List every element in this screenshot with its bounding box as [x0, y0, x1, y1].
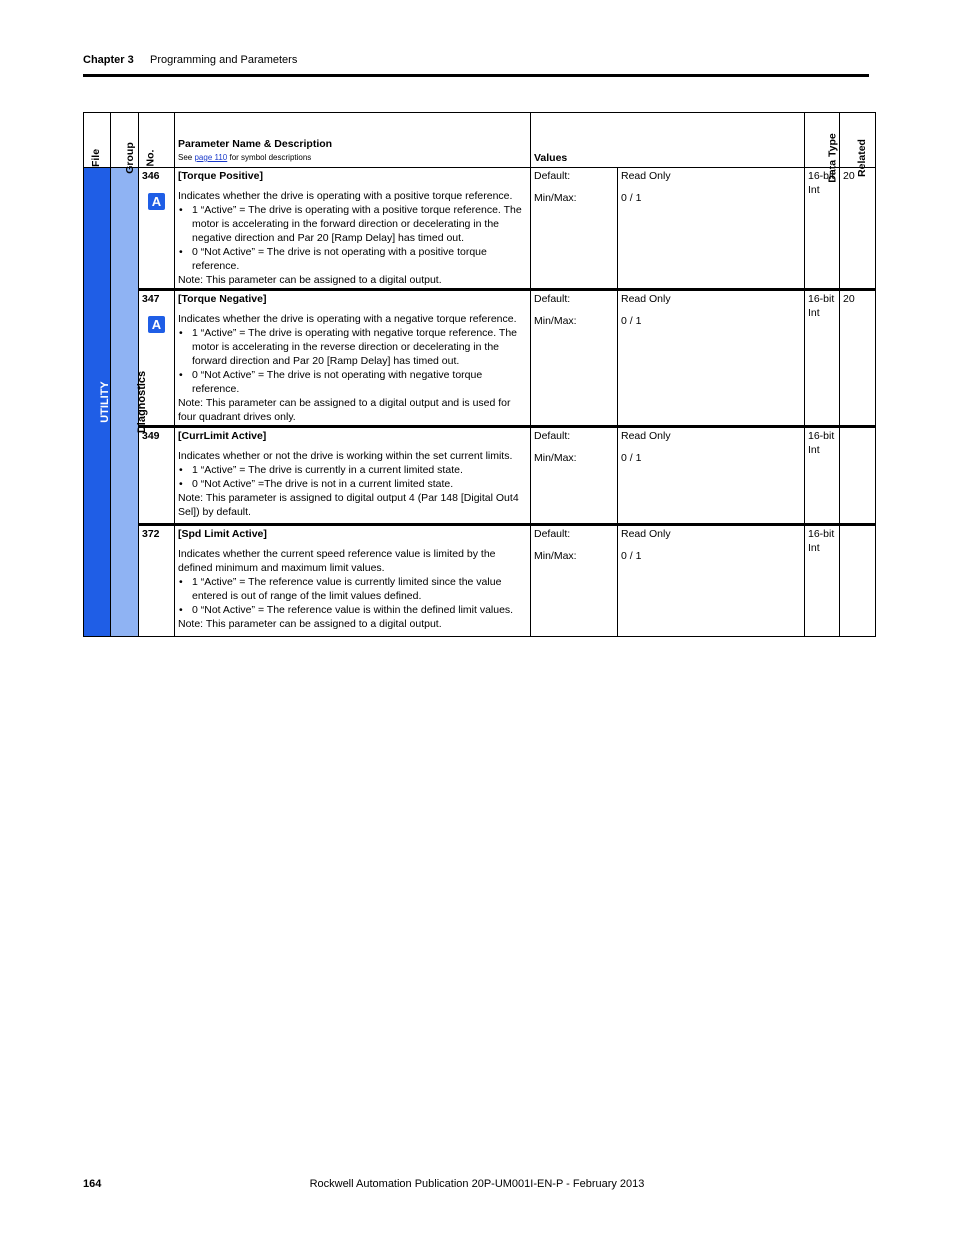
col-related: Related	[840, 113, 876, 168]
header-rule	[83, 74, 869, 77]
value-labels-cell: Default: Min/Max:	[531, 525, 618, 637]
running-header	[83, 54, 298, 66]
value-values-cell: Read Only 0 / 1	[618, 168, 805, 290]
value-labels-cell: Default: Min/Max:	[531, 427, 618, 525]
related-cell: 20	[840, 168, 876, 290]
data-type-cell: 16-bit Int	[805, 525, 840, 637]
param-name: [Spd Limit Active]	[178, 528, 267, 540]
data-type-cell: 16-bit Int	[805, 427, 840, 525]
param-desc-cell: [Spd Limit Active] Indicates whether the current speed reference value is limited by the defined minimum and maximum limit values. • 1 “Active” = The reference value is currently limited since the value entered is out of range of the limit values defined. • 0 “Not Active” = The reference value is within the defined limit values. Note: This parameter can be assigned to a digital output.	[175, 525, 531, 637]
param-name: [CurrLimit Active]	[178, 430, 267, 442]
col-name	[175, 113, 531, 168]
param-number-cell: 372	[139, 525, 175, 637]
advanced-icon: A	[148, 316, 165, 333]
col-no: No.	[139, 113, 175, 168]
value-values-cell: Read Only 0 / 1	[618, 427, 805, 525]
param-desc-cell: [Torque Negative] Indicates whether the drive is operating with a negative torque reference. • 1 “Active” = The drive is operating with negative torque reference. The motor is accelerating in the reverse direction or decelerating in the forward direction and Par 20 [Ramp Delay] has timed out. • 0 “Not Active” = The drive is not operating with negative torque reference. Note: This parameter can be assigned to a digital output and is used for four quadrant drives only.	[175, 290, 531, 427]
symbol-note: See page 110 for symbol descriptions	[178, 153, 312, 162]
publication-footer: Rockwell Automation Publication 20P-UM001I-EN-P - February 2013	[309, 1178, 645, 1190]
chapter-label: Chapter 3	[83, 54, 134, 66]
col-name-title: Parameter Name & Description	[178, 138, 333, 150]
data-type-cell: 16-bit Int	[805, 168, 840, 290]
parameter-table	[83, 112, 876, 637]
related-cell	[840, 525, 876, 637]
value-values-cell: Read Only 0 / 1	[618, 290, 805, 427]
file-cell: UTILITY	[84, 168, 111, 637]
value-values-cell: Read Only 0 / 1	[618, 525, 805, 637]
chapter-title: Programming and Parameters	[150, 54, 298, 66]
table-row	[84, 168, 876, 290]
table-row	[84, 290, 876, 427]
param-name: [Torque Negative]	[178, 293, 267, 305]
page-number: 164	[83, 1178, 102, 1190]
value-labels-cell: Default: Min/Max:	[531, 290, 618, 427]
table-header-row	[84, 113, 876, 168]
param-name: [Torque Positive]	[178, 170, 263, 182]
col-file: File	[84, 113, 111, 168]
table-row	[84, 427, 876, 525]
param-number-cell: 346 A	[139, 168, 175, 290]
param-number-cell: 347 A	[139, 290, 175, 427]
param-desc-cell: [Torque Positive] Indicates whether the drive is operating with a positive torque reference. • 1 “Active” = The drive is operating with a positive torque reference. The motor is accelerating in the forward direction or decelerating in the negative direction and Par 20 [Ramp Delay] has timed out. • 0 “Not Active” = The drive is not operating with a positive torque reference. Note: This parameter can be assigned to a digital output.	[175, 168, 531, 290]
param-desc-cell: [CurrLimit Active] Indicates whether or not the drive is working within the set current limits. • 1 “Active” = The drive is currently in a current limited state. • 0 “Not Active” =The drive is not in a current limited state. Note: This parameter is assigned to digital output 4 (Par 148 [Digital Out4 Sel]) by default.	[175, 427, 531, 525]
col-values: Values	[531, 113, 805, 168]
value-labels-cell: Default: Min/Max:	[531, 168, 618, 290]
related-cell	[840, 427, 876, 525]
group-cell: Diagnostics	[111, 168, 139, 637]
table-row	[84, 525, 876, 637]
advanced-icon: A	[148, 193, 165, 210]
col-group: Group	[111, 113, 139, 168]
col-data-type: Data Type	[805, 113, 840, 168]
related-cell: 20	[840, 290, 876, 427]
data-type-cell: 16-bit Int	[805, 290, 840, 427]
page-link[interactable]: page 110	[194, 153, 228, 162]
param-number-cell: 349	[139, 427, 175, 525]
